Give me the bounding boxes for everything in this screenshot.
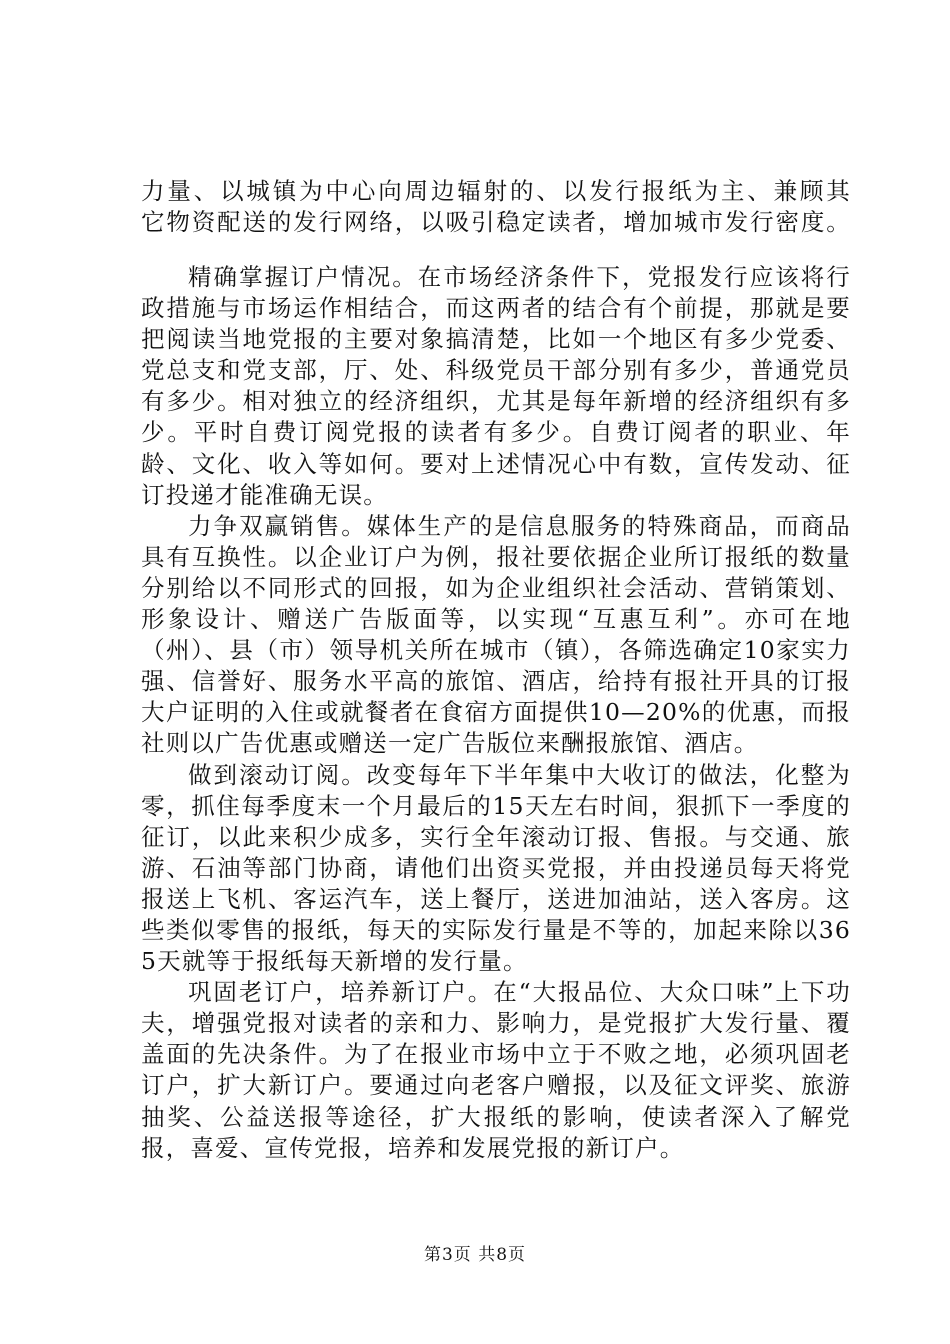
continuation-line: 它物资配送的发行网络，以吸引稳定读者，增加城市发行密度。 [141,208,851,237]
page-number: 第3页 共8页 [423,1245,527,1265]
continuation-line: 力量、以城镇为中心向周边辐射的、以发行报纸为主、兼顾其 [141,177,851,205]
page-footer [0,1244,950,1266]
paragraph-win-win-sales: 力争双赢销售。媒体生产的是信息服务的特殊商品，而商品具有互换性。以企业订户为例，报社要依据企业所订报纸的数量分别给以不同形式的回报，如为企业组织社会活动、营销策划、形象设计、赠送广告版面等，以实现“互惠互利”。亦可在地（州）、县（市）领导机关所在城市（镇），各筛选确定10家实力强、信誉好、服务水平高的旅馆、酒店，给持有报社开具的订报大户证明的入住或就餐者在食宿方面提供10—20%的优惠，而报社则以广告优惠或赠送一定广告版位来酬报旅馆、酒店。 [141,511,851,758]
body-text [141,262,851,1164]
continuation-paragraph [141,176,851,238]
paragraph-retain-subscribers: 巩固老订户，培养新订户。在“大报品位、大众口味”上下功夫，增强党报对读者的亲和力、影响力，是党报扩大发行量、覆盖面的先决条件。为了在报业市场中立于不败之地，必须巩固老订户，扩大新订户。要通过向老客户赠报，以及征文评奖、旅游抽奖、公益送报等途径，扩大报纸的影响，使读者深入了解党报，喜爱、宣传党报，培养和发展党报的新订户。 [141,978,851,1162]
paragraph-subscriber-info: 精确掌握订户情况。在市场经济条件下，党报发行应该将行政措施与市场运作相结合，而这两者的结合有个前提，那就是要把阅读当地党报的主要对象搞清楚，比如一个地区有多少党委、党总支和党支部，厅、处、科级党员干部分别有多少，普通党员有多少。相对独立的经济组织，尤其是每年新增的经济组织有多少。平时自费订阅党报的读者有多少。自费订阅者的职业、年龄、文化、收入等如何。要对上述情况心中有数，宣传发动、征订投递才能准确无误。 [141,263,851,509]
paragraph-rolling-subscription: 做到滚动订阅。改变每年下半年集中大收订的做法，化整为零，抓住每季度末一个月最后的15天左右时间，狠抓下一季度的征订，以此来积少成多，实行全年滚动订报、售报。与交通、旅游、石油等部门协商，请他们出资买党报，并由投递员每天将党报送上飞机、客运汽车，送上餐厅，送进加油站，送入客房。这些类似零售的报纸，每天的实际发行量是不等的，加起来除以365天就等于报纸每天新增的发行量。 [141,760,851,976]
